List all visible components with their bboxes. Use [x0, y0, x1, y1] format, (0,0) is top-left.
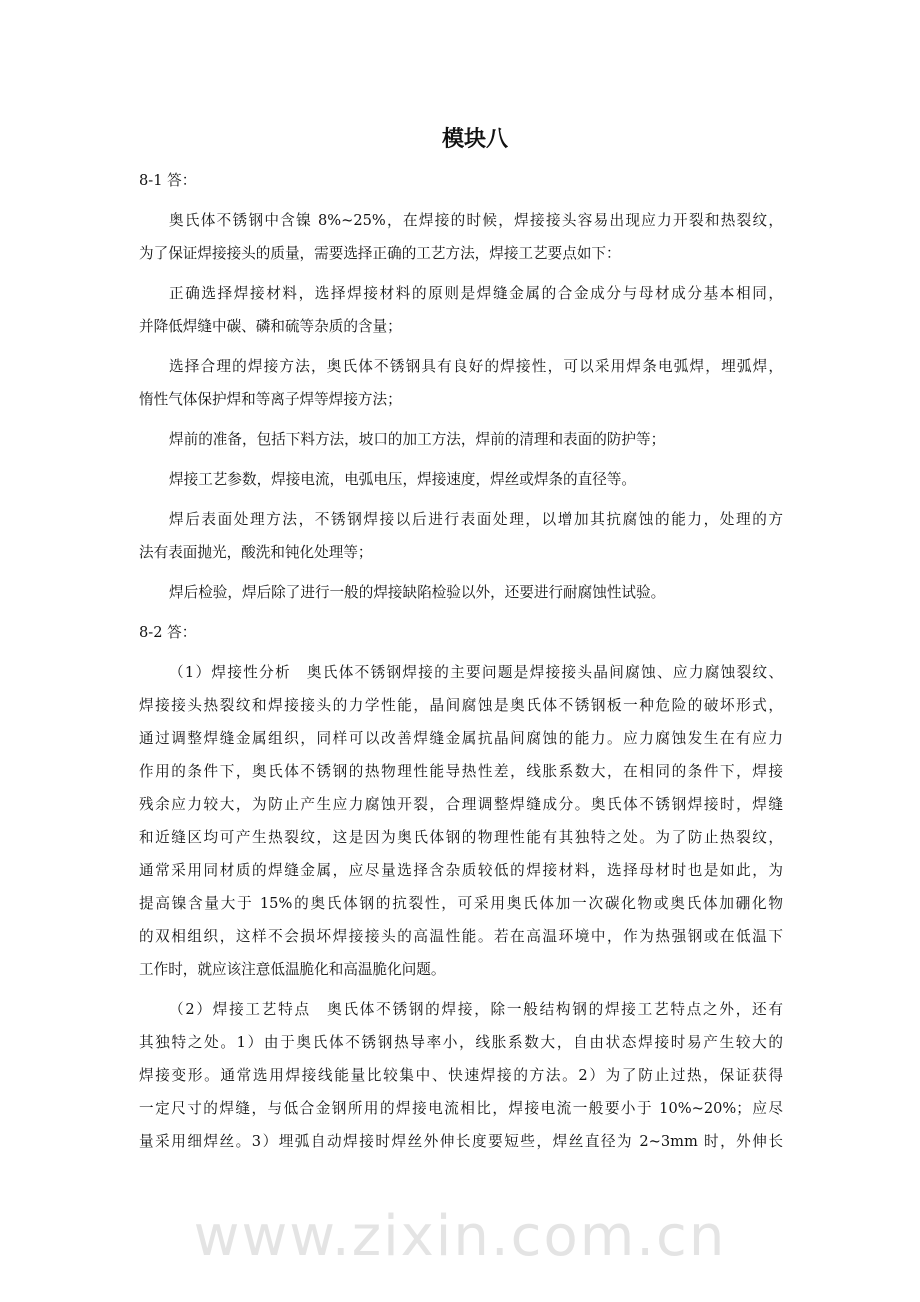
document-body [139, 164, 783, 1165]
text-line: （2）焊接工艺特点 奥氏体不锈钢的焊接，除一般结构钢的焊接工艺特点之外，还有 [169, 1001, 783, 1018]
text-line: 法有表面抛光，酸洗和钝化处理等； [139, 544, 373, 561]
watermark: www.zixin.com.cn [193, 1204, 727, 1269]
text-line: 的双相组织，这样不会损坏焊接接头的高温性能。若在高温环境中，作为热强钢或在低温下 [139, 928, 783, 945]
text-line: 焊前的准备，包括下料方法，坡口的加工方法，焊前的清理和表面的防护等； [169, 431, 666, 448]
text-line: 焊接工艺参数，焊接电流，电弧电压，焊接速度，焊丝或焊条的直径等。 [169, 471, 637, 488]
paragraph [139, 423, 783, 456]
text-line: （1）焊接性分析 奥氏体不锈钢焊接的主要问题是焊接接头晶间腐蚀、应力腐蚀裂纹、 [169, 664, 783, 681]
text-line: 作用的条件下，奥氏体不锈钢的热物理性能导热性差，线胀系数大，在相同的条件下，焊接 [139, 763, 783, 780]
text-line: 其独特之处。1）由于奥氏体不锈钢热导率小，线胀系数大，自由状态焊接时易产生较大的 [139, 1034, 783, 1051]
text-line: 正确选择焊接材料，选择焊接材料的原则是焊缝金属的合金成分与母材成分基本相同， [169, 285, 783, 302]
text-line: 工作时，就应该注意低温脆化和高温脆化问题。 [139, 961, 446, 978]
paragraph [139, 993, 783, 1158]
paragraph [139, 277, 783, 343]
paragraph [139, 204, 783, 270]
text-line: 一定尺寸的焊缝，与低合金钢所用的焊接电流相比，焊接电流一般要小于 10%~20%；应尽 [139, 1100, 783, 1117]
text-line: 提高镍含量大于 15%的奥氏体钢的抗裂性，可采用奥氏体加一次碳化物或奥氏体加硼化物 [139, 895, 783, 912]
text-line: 通过调整焊缝金属组织，同样可以改善焊缝金属抗晶间腐蚀的能力。应力腐蚀发生在有应力 [139, 730, 783, 747]
paragraph [139, 164, 783, 197]
text-line: 选择合理的焊接方法，奥氏体不锈钢具有良好的焊接性，可以采用焊条电弧焊，埋弧焊， [169, 358, 783, 375]
text-line: 为了保证焊接接头的质量，需要选择正确的工艺方法，焊接工艺要点如下： [139, 245, 621, 262]
text-line: 惰性气体保护焊和等离子焊等焊接方法； [139, 391, 402, 408]
text-line: 8-1 答： [139, 172, 197, 189]
paragraph [139, 503, 783, 569]
page-title: 模块八 [441, 127, 508, 152]
paragraph [139, 463, 783, 496]
text-line: 焊接变形。通常选用焊接线能量比较集中、快速焊接的方法。2）为了防止过热，保证获得 [139, 1067, 783, 1084]
text-line: 焊后检验，焊后除了进行一般的焊接缺陷检验以外，还要进行耐腐蚀性试验。 [169, 584, 666, 601]
text-line: 8-2 答： [139, 624, 197, 641]
text-line: 和近缝区均可产生热裂纹，这是因为奥氏体钢的物理性能有其独特之处。为了防止热裂纹， [139, 829, 783, 846]
text-line: 通常采用同材质的焊缝金属，应尽量选择含杂质较低的焊接材料，选择母材时也是如此，为 [139, 862, 783, 879]
text-line: 奥氏体不锈钢中含镍 8%~25%，在焊接的时候，焊接接头容易出现应力开裂和热裂纹， [169, 212, 783, 229]
text-line: 量采用细焊丝。3）埋弧自动焊接时焊丝外伸长度要短些，焊丝直径为 2~3mm 时，外伸长 [139, 1133, 783, 1150]
text-line: 焊后表面处理方法，不锈钢焊接以后进行表面处理，以增加其抗腐蚀的能力，处理的方 [169, 511, 783, 528]
paragraph [139, 656, 783, 986]
paragraph [139, 576, 783, 609]
text-line: 并降低焊缝中碳、磷和硫等杂质的含量； [139, 318, 402, 335]
paragraph [139, 350, 783, 416]
text-line: 焊接接头热裂纹和焊接接头的力学性能，晶间腐蚀是奥氏体不锈钢板一种危险的破坏形式， [139, 697, 783, 714]
paragraph [139, 616, 783, 649]
text-line: 残余应力较大，为防止产生应力腐蚀开裂，合理调整焊缝成分。奥氏体不锈钢焊接时，焊缝 [139, 796, 783, 813]
